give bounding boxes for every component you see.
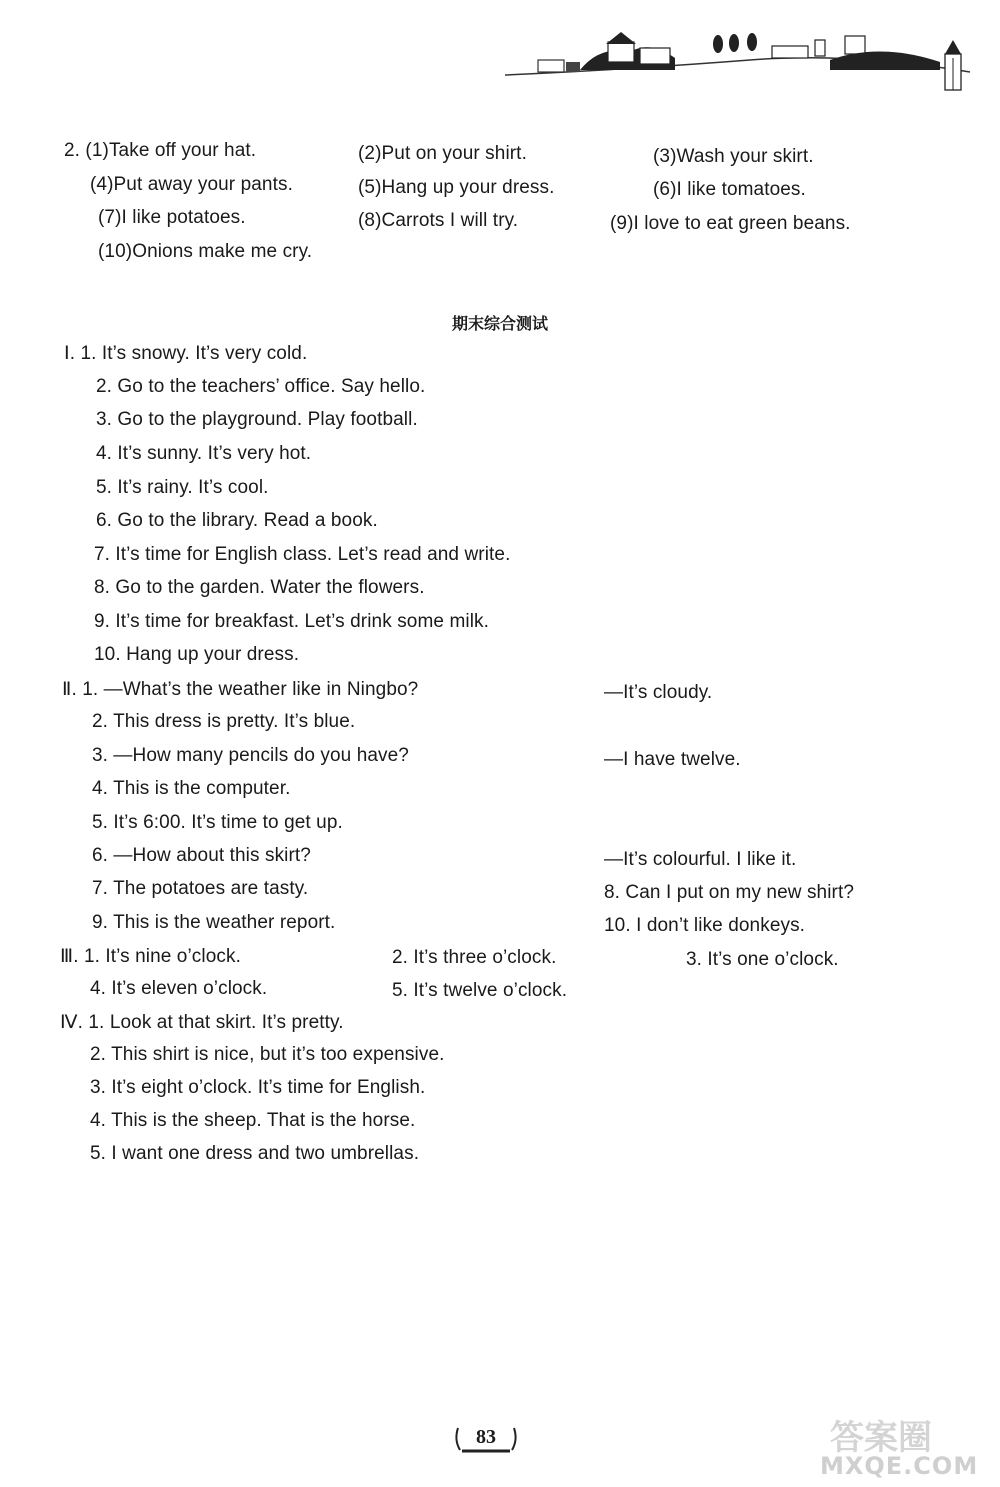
answer-2-9: (9)I love to eat green beans.	[610, 213, 851, 234]
part2-item-10: 10. I don’t like donkeys.	[604, 915, 806, 936]
part4-item-5: 5. I want one dress and two umbrellas.	[90, 1143, 420, 1164]
watermark-url: MXQE.COM	[820, 1452, 979, 1480]
part1-item-7: 7. It’s time for English class. Let’s read and write.	[94, 544, 511, 565]
part3-item-4: 4. It’s eleven o’clock.	[90, 978, 268, 999]
part1-item-4: 4. It’s sunny. It’s very hot.	[96, 443, 312, 464]
answer-2-7: (7)I like potatoes.	[98, 207, 246, 228]
part1-item-10: 10. Hang up your dress.	[94, 644, 300, 665]
part1-item-8: 8. Go to the garden. Water the flowers.	[94, 577, 425, 598]
answer-2-6: (6)I like tomatoes.	[653, 179, 806, 200]
part4-item-3: 3. It’s eight o’clock. It’s time for English.	[90, 1077, 426, 1098]
part3-item-3: 3. It’s one o’clock.	[686, 949, 839, 970]
header-village-illustration	[500, 20, 990, 110]
part1-item-3: 3. Go to the playground. Play football.	[96, 409, 418, 430]
watermark-chinese: 答案圈	[830, 1418, 932, 1458]
part2-item-4: 4. This is the computer.	[92, 778, 291, 799]
part3-item-5: 5. It’s twelve o’clock.	[392, 980, 568, 1001]
part3-item-2: 2. It’s three o’clock.	[392, 947, 557, 968]
part4-item-1: Ⅳ. 1. Look at that skirt. It’s pretty.	[60, 1012, 344, 1033]
part3-item-1: Ⅲ. 1. It’s nine o’clock.	[60, 946, 241, 967]
part4-item-4: 4. This is the sheep. That is the horse.	[90, 1110, 416, 1131]
answer-2-8: (8)Carrots I will try.	[358, 210, 519, 231]
part2-item-9: 9. This is the weather report.	[92, 912, 336, 933]
part2-item-1: Ⅱ. 1. —What’s the weather like in Ningbo?	[62, 679, 419, 700]
part1-item-2: 2. Go to the teachers’ office. Say hello.	[96, 376, 426, 397]
part2-item-6: 6. —How about this skirt?	[92, 845, 311, 866]
answer-2-10: (10)Onions make me cry.	[98, 241, 313, 262]
part1-item-1: Ⅰ. 1. It’s snowy. It’s very cold.	[64, 343, 308, 364]
part2-item-6-reply: —It’s colourful. I like it.	[604, 849, 797, 870]
part1-item-6: 6. Go to the library. Read a book.	[96, 510, 378, 531]
part2-item-1-reply: —It’s cloudy.	[604, 682, 713, 703]
page-number: 83	[476, 1426, 496, 1448]
part2-item-2: 2. This dress is pretty. It’s blue.	[92, 711, 356, 732]
part1-item-5: 5. It’s rainy. It’s cool.	[96, 477, 269, 498]
part4-item-2: 2. This shirt is nice, but it’s too expensive.	[90, 1044, 445, 1065]
part2-item-7: 7. The potatoes are tasty.	[92, 878, 309, 899]
answer-2-2: (2)Put on your shirt.	[358, 143, 527, 164]
part2-item-3-reply: —I have twelve.	[604, 749, 741, 770]
part2-item-8: 8. Can I put on my new shirt?	[604, 882, 855, 903]
section-title: 期末综合测试	[451, 314, 548, 333]
part2-item-3: 3. —How many pencils do you have?	[92, 745, 409, 766]
answer-2-5: (5)Hang up your dress.	[358, 177, 555, 198]
part1-item-9: 9. It’s time for breakfast. Let’s drink some milk.	[94, 611, 489, 632]
answer-2-4: (4)Put away your pants.	[90, 174, 293, 195]
part2-item-5: 5. It’s 6:00. It’s time to get up.	[92, 812, 343, 833]
answer-2-3: (3)Wash your skirt.	[653, 146, 814, 167]
answer-2-1: 2. (1)Take off your hat.	[64, 140, 257, 161]
